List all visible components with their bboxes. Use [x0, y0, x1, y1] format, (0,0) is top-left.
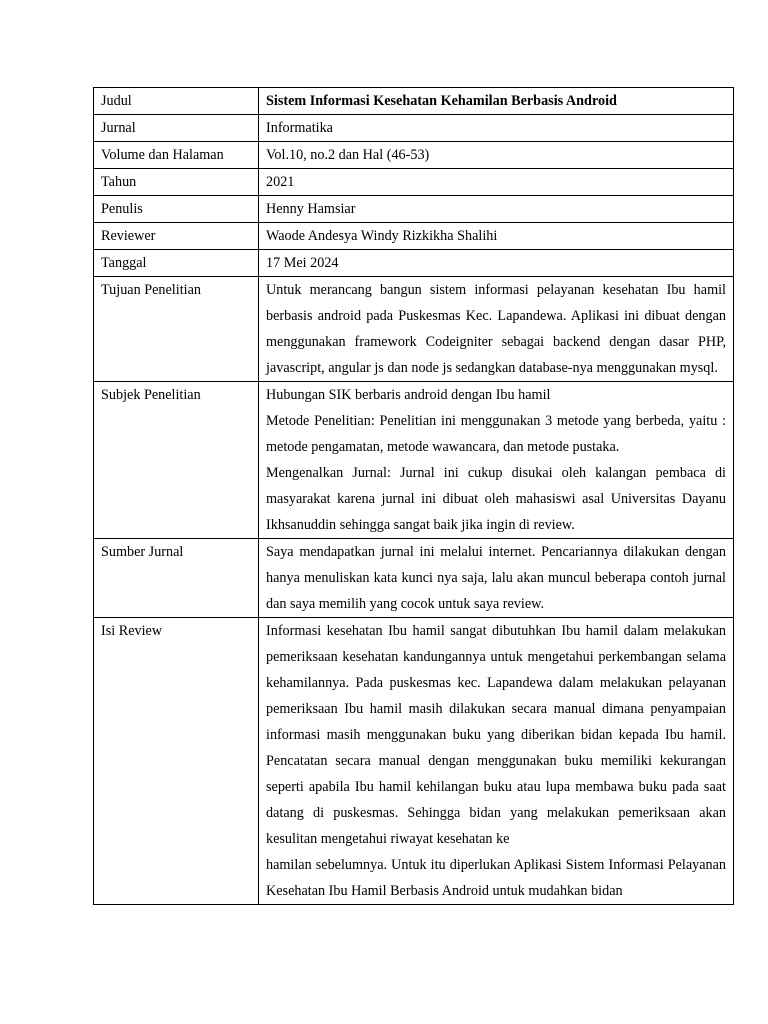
value-subjek-penelitian: [259, 382, 734, 539]
mengenalkan-jurnal-paragraph: Mengenalkan Jurnal: Jurnal ini cukup disukai oleh kalangan pembaca di masyarakat karena jurnal ini dibuat oleh mahasiswi asal Universitas Dayanu Ikhsanuddin sehingga sangat baik jika ingin di review.: [266, 465, 726, 533]
row-volume: [94, 142, 734, 169]
value-jurnal: Informatika: [259, 115, 734, 142]
row-isi-review: [94, 618, 734, 905]
value-reviewer: Waode Andesya Windy Rizkikha Shalihi: [259, 223, 734, 250]
value-sumber-jurnal: Saya mendapatkan jurnal ini melalui internet. Pencariannya dilakukan dengan hanya menuliskan kata kunci nya saja, lalu akan muncul beberapa contoh jurnal dan saya memilih yang cocok untuk saya review.: [259, 539, 734, 618]
row-jurnal: [94, 115, 734, 142]
label-jurnal: Jurnal: [94, 115, 259, 142]
label-isi-review: Isi Review: [94, 618, 259, 905]
label-volume: Volume dan Halaman: [94, 142, 259, 169]
label-reviewer: Reviewer: [94, 223, 259, 250]
row-tahun: [94, 169, 734, 196]
row-tujuan-penelitian: [94, 277, 734, 382]
value-tahun: 2021: [259, 169, 734, 196]
isi-review-paragraph-1: Informasi kesehatan Ibu hamil sangat dibutuhkan Ibu hamil dalam melakukan pemeriksaan kesehatan kandungannya untuk mengetahui perkembangan selama kehamilannya. Pada puskesmas kec. Lapandewa dalam melakukan pelayanan pemeriksaan Ibu hamil masih dilakukan secara manual dimana penyampaian informasi masih menggunakan buku yang diberikan bidan kepada Ibu hamil. Pencatatan secara manual dengan menggunakan buku memiliki kekurangan seperti apabila Ibu hamil kehilangan buku atau lupa membawa buku pada saat datang di puskesmas. Sehingga bidan yang melakukan pemeriksaan akan kesulitan mengetahui riwayat kesehatan ke: [266, 623, 726, 847]
row-reviewer: [94, 223, 734, 250]
row-judul: [94, 88, 734, 115]
label-tujuan-penelitian: Tujuan Penelitian: [94, 277, 259, 382]
row-subjek-penelitian: [94, 382, 734, 539]
isi-review-paragraph-2: hamilan sebelumnya. Untuk itu diperlukan Aplikasi Sistem Informasi Pelayanan Kesehatan Ibu Hamil Berbasis Android untuk mudahkan bidan: [266, 857, 726, 899]
label-tanggal: Tanggal: [94, 250, 259, 277]
label-sumber-jurnal: Sumber Jurnal: [94, 539, 259, 618]
value-isi-review: [259, 618, 734, 905]
journal-review-table: [93, 87, 734, 905]
subjek-paragraph: Hubungan SIK berbaris android dengan Ibu hamil: [266, 387, 551, 403]
row-sumber-jurnal: [94, 539, 734, 618]
label-judul: Judul: [94, 88, 259, 115]
label-tahun: Tahun: [94, 169, 259, 196]
value-judul: Sistem Informasi Kesehatan Kehamilan Berbasis Android: [259, 88, 734, 115]
value-penulis: Henny Hamsiar: [259, 196, 734, 223]
row-penulis: [94, 196, 734, 223]
row-tanggal: [94, 250, 734, 277]
metode-paragraph: Metode Penelitian: Penelitian ini menggunakan 3 metode yang berbeda, yaitu : metode pengamatan, metode wawancara, dan metode pustaka.: [266, 413, 726, 455]
value-tanggal: 17 Mei 2024: [259, 250, 734, 277]
value-volume: Vol.10, no.2 dan Hal (46-53): [259, 142, 734, 169]
value-tujuan-penelitian: Untuk merancang bangun sistem informasi pelayanan kesehatan Ibu hamil berbasis android pada Puskesmas Kec. Lapandewa. Aplikasi ini dibuat dengan menggunakan framework Codeigniter sebagai backend dengan dasar PHP, javascript, angular js dan node js sedangkan database-nya menggunakan mysql.: [259, 277, 734, 382]
label-subjek-penelitian: Subjek Penelitian: [94, 382, 259, 539]
label-penulis: Penulis: [94, 196, 259, 223]
